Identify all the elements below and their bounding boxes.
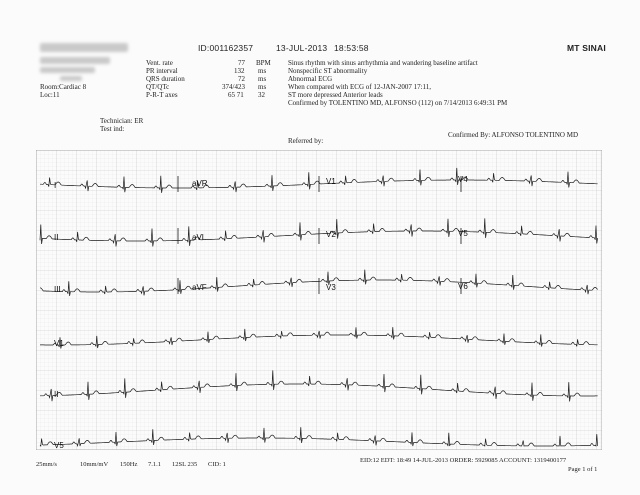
loc-label: Loc:11 xyxy=(40,91,60,99)
measure-unit: ms xyxy=(258,75,267,83)
footer-version: 7.1.1 xyxy=(148,461,161,468)
hospital-name: MT SINAI xyxy=(567,43,606,53)
lead-label-iii: III xyxy=(54,285,61,294)
measure-label: QT/QTc xyxy=(146,83,170,91)
interpretation-line: Abnormal ECG xyxy=(288,75,333,83)
measure-unit: ms xyxy=(258,67,267,75)
interpretation-line: ST more depressed Anterior leads xyxy=(288,91,383,99)
technician-label: Technician: ER xyxy=(100,117,144,125)
lead-label-ii: II xyxy=(54,233,59,242)
measure-label: P-R-T axes xyxy=(146,91,178,99)
interpretation-line: Sinus rhythm with sinus arrhythmia and wandering baseline artifact xyxy=(288,59,478,67)
rhythm-label-ii: II xyxy=(54,390,59,399)
rhythm-label-v5: V5 xyxy=(54,441,64,450)
measure-unit: BPM xyxy=(256,59,271,67)
redacted-patient-name xyxy=(40,43,128,52)
measure-value: 65 71 xyxy=(228,91,244,99)
measure-label: PR interval xyxy=(146,67,178,75)
rhythm-label-v1: V1 xyxy=(54,339,64,348)
referred-by-label: Referred by: xyxy=(288,137,324,145)
footer-device: 12SL 235 xyxy=(172,461,198,468)
measure-label: Vent. rate xyxy=(146,59,173,67)
lead-label-v4: V4 xyxy=(458,175,468,184)
measure-label: QRS duration xyxy=(146,75,185,83)
measure-value: 72 xyxy=(238,75,245,83)
measure-unit: 32 xyxy=(258,91,265,99)
patient-id: ID:001162357 xyxy=(198,43,254,53)
redacted-patient-extra xyxy=(60,76,82,81)
lead-label-v6: V6 xyxy=(458,282,468,291)
lead-label-v5: V5 xyxy=(458,229,468,238)
redacted-patient-sex xyxy=(40,67,95,73)
measure-value: 77 xyxy=(238,59,245,67)
footer-gain: 10mm/mV xyxy=(80,461,109,468)
footer-speed: 25mm/s xyxy=(36,461,57,468)
lead-label-v1: V1 xyxy=(326,177,336,186)
lead-label-i: I xyxy=(54,181,57,190)
report-time: 18:53:58 xyxy=(334,43,369,53)
footer-filter: 150Hz xyxy=(120,461,138,468)
room-label: Room:Cardiac 8 xyxy=(40,83,87,91)
measure-value: 374/423 xyxy=(222,83,245,91)
lead-label-v2: V2 xyxy=(326,230,336,239)
lead-label-avf: aVF xyxy=(192,283,207,292)
footer-cid: CID: 1 xyxy=(208,461,226,468)
ecg-grid xyxy=(36,150,602,450)
redacted-patient-dob xyxy=(40,57,110,64)
lead-label-v3: V3 xyxy=(326,283,336,292)
measure-value: 132 xyxy=(234,67,245,75)
footer-order: EID:12 EDT: 18:49 14-JUL-2013 ORDER: 5929085 ACCOUNT: 1319400177 xyxy=(360,457,567,464)
interpretation-line: Nonspecific ST abnormality xyxy=(288,67,368,75)
confirmed-by-label: Confirmed By: ALFONSO TOLENTINO MD xyxy=(448,131,579,139)
report-date: 13-JUL-2013 xyxy=(276,43,328,53)
lead-label-avl: aVL xyxy=(192,233,207,242)
interpretation-line: When compared with ECG of 12-JAN-2007 17:11, xyxy=(288,83,432,91)
interpretation-line: Confirmed by TOLENTINO MD, ALFONSO (112) on 7/14/2013 6:49:31 PM xyxy=(288,99,508,107)
measure-unit: ms xyxy=(258,83,267,91)
lead-label-avr: aVR xyxy=(192,179,208,188)
footer-page: Page 1 of 1 xyxy=(568,466,598,473)
ecg-strip xyxy=(36,150,602,450)
test-ind-label: Test ind: xyxy=(100,125,125,133)
